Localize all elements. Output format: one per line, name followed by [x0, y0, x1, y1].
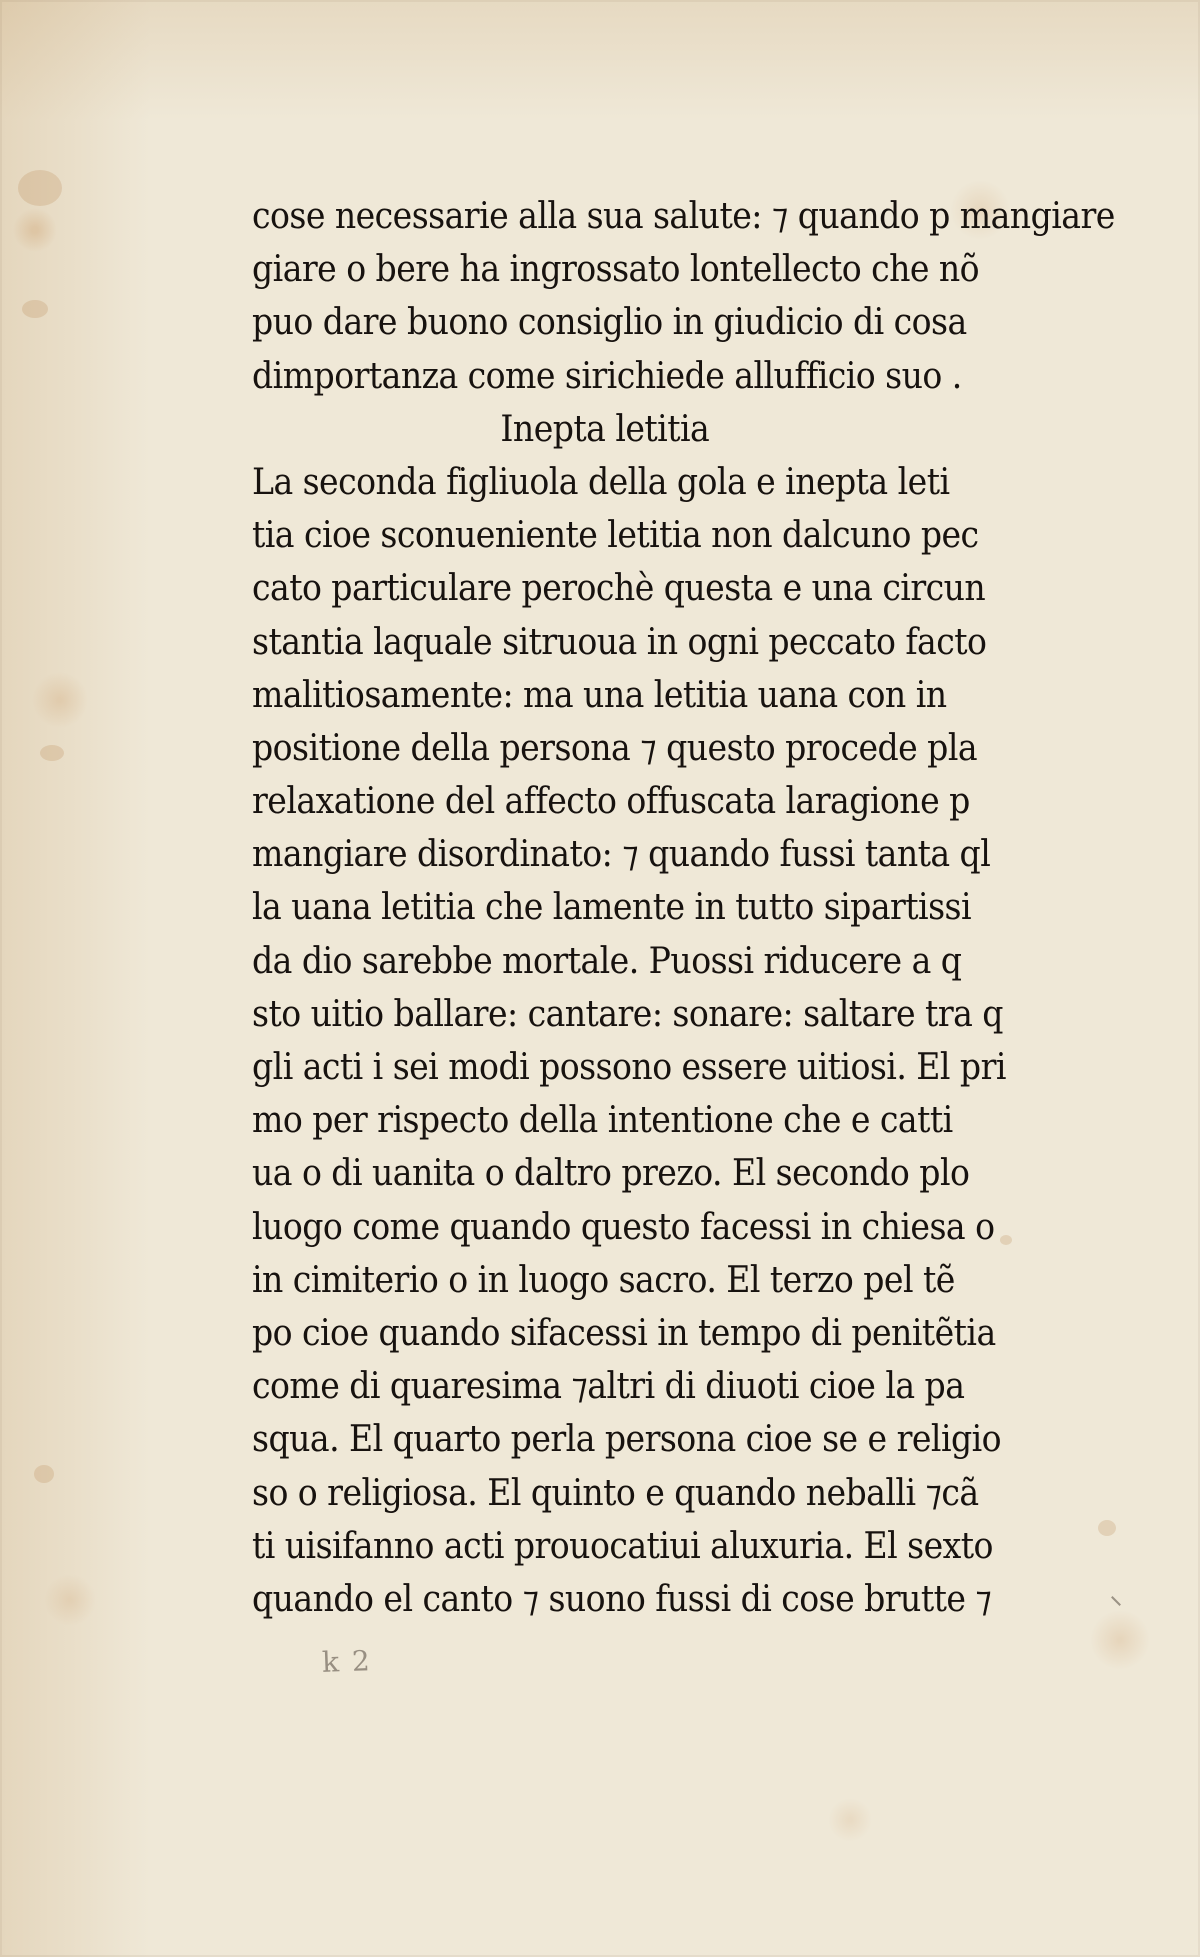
text-line-6: La seconda figliuola della gola e inepta leti: [252, 461, 950, 503]
paper-stain: [22, 300, 48, 318]
section-heading: Inepta letitia: [500, 408, 710, 450]
text-line-3: puo dare buono consiglio in giudicio di cosa: [252, 302, 967, 344]
signature-mark: k 2: [321, 1644, 373, 1679]
text-line-1: cose necessarie alla sua salute: ⁊ quando p mangiare: [252, 196, 1115, 237]
text-line-15: da dio sarebbe mortale. Puossi riducere a q: [252, 940, 962, 982]
paper-stain: [18, 170, 62, 206]
text-line-16: sto uitio ballare: cantare: sonare: saltare tra q: [252, 993, 1003, 1035]
text-line-21: in cimiterio o in luogo sacro. El terzo pel tẽ: [252, 1259, 955, 1301]
paper-stain: [40, 745, 64, 761]
text-line-20: luogo come quando questo facessi in chiesa o: [252, 1206, 995, 1248]
text-line-26: ti uisifanno acti prouocatiui aluxuria. El sexto: [252, 1525, 993, 1567]
manuscript-text: [252, 190, 1115, 1626]
text-line-11: positione della persona ⁊ questo procede pla: [252, 727, 978, 769]
text-line-25: so o religiosa. El quinto e quando neballi ⁊cã: [252, 1472, 979, 1514]
text-line-14: la uana letitia che lamente in tutto sipartissi: [252, 887, 972, 929]
text-line-17: gli acti i sei modi possono essere uitiosi. El pri: [252, 1047, 1006, 1088]
text-line-13: mangiare disordinato: ⁊ quando fussi tanta ql: [252, 834, 991, 876]
text-line-12: relaxatione del affecto offuscata laragione p: [252, 781, 970, 823]
text-line-27: quando el canto ⁊ suono fussi di cose brutte ⁊: [252, 1578, 992, 1620]
text-line-22: po cioe quando sifacessi in tempo di penitẽtia: [252, 1312, 996, 1354]
paper-stain: [1098, 1520, 1116, 1536]
text-line-24: squa. El quarto perla persona cioe se e religio: [252, 1419, 1002, 1461]
text-line-9: stantia laquale sitruoua in ogni peccato facto: [252, 621, 987, 663]
text-line-19: ua o di uanita o daltro prezo. El secondo plo: [252, 1153, 970, 1195]
margin-mark: [1111, 1596, 1121, 1606]
text-line-23: come di quaresima ⁊altri di diuoti cioe la pa: [252, 1366, 965, 1408]
text-line-18: mo per rispecto della intentione che e catti: [252, 1100, 953, 1142]
text-line-8: cato particulare perochè questa e una circun: [252, 568, 986, 610]
text-line-7: tia cioe sconueniente letitia non dalcuno pec: [252, 515, 979, 557]
paper-stain: [34, 1465, 54, 1483]
text-line-4: dimportanza come sirichiede allufficio suo .: [252, 355, 962, 397]
text-line-10: malitiosamente: ma una letitia uana con in: [252, 674, 947, 716]
text-line-2: giare o bere ha ingrossato lontellecto che nõ: [252, 249, 980, 291]
